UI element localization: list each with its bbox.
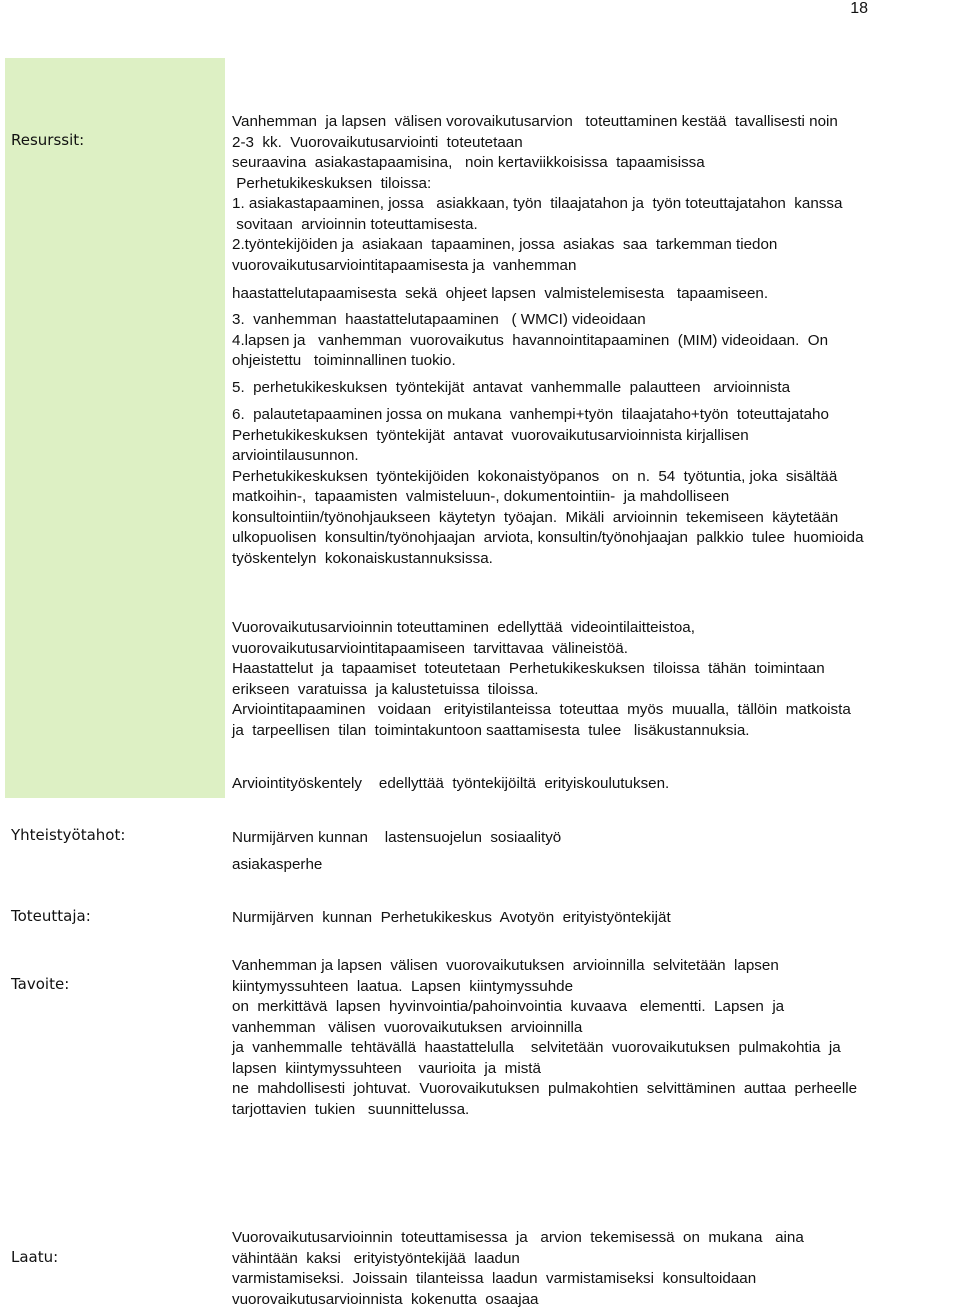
label-laatu: Laatu: <box>11 1248 59 1266</box>
resources-label-cell <box>5 58 225 798</box>
resurssit-text-steps3-4: 3. vanhemman haastattelutapaaminen ( WMCI) videoidaan 4.lapsen ja vanhemman vuorovaikutus havannointitapaaminen (MIM) videoidaan. On ohjeistettu toiminnallinen tuokio. <box>232 311 829 369</box>
laatu-text: Vuorovaikutusarvioinnin toteuttamisessa ja arvion tekemisessä on mukana aina vähintään kaksi erityistyöntekijää laadun varmistamiseksi. Joissain tilanteissa laadun varmistamiseksi konsultoidaan vuorovaikutusarvioinnista kokenutta osaajaa <box>232 1229 804 1308</box>
label-tavoite: Tavoite: <box>11 975 70 993</box>
tavoite-text: Vanhemman ja lapsen välisen vuorovaikutuksen arvioinnilla selvitetään lapsen kiintymyssuhteen laatua. Lapsen kiintymyssuhde on merkittävä lapsen hyvinvointia/pahoinvointia kuvaava elementti. Lapsen ja vanhemman välisen vuorovaikutuksen arvioinnilla ja vanhemmalle tehtävällä haastattelulla selvitetään vuorovaikutuksen pulmakohtia ja lapsen kiintymyssuhteen vaurioita ja mistä ne mahdollisesti johtuvat. Vuorovaikutuksen pulmakohtien selvittäminen auttaa perheelle tarjottavien tukien suunnittelussa. <box>232 957 858 1118</box>
yhteistyotahot-line1: Nurmijärven kunnan lastensuojelun sosiaalityö <box>232 829 562 846</box>
label-toteuttaja: Toteuttaja: <box>11 907 91 925</box>
toteuttaja-text: Nurmijärven kunnan Perhetukikeskus Avotyön erityistyöntekijät <box>232 909 671 926</box>
yhteistyotahot-line2: asiakasperhe <box>232 856 323 873</box>
resurssit-text-step5: 5. perhetukikeskuksen työntekijät antavat vanhemmalle palautteen arvioinnista <box>232 379 791 396</box>
resurssit-text-equipment: Vuorovaikutusarvioinnin toteuttaminen edellyttää videointilaitteistoa, vuorovaikutusarviointitapaamiseen tarvittavaa välineistöä. Haastattelut ja tapaamiset toteutetaan Perhetukikeskuksen tiloissa tähän toimintaan erikseen varatuissa ja kalustetuissa tiloissa. Arviointitapaaminen voidaan erityistilanteissa toteuttaa myös muualla, tällöin matkoista ja tarpeellisen tilan toimintakuntoon saattamisesta tulee lisäkustannuksia. <box>232 619 851 739</box>
page-number: 18 <box>850 0 868 17</box>
resurssit-text-intro: Vanhemman ja lapsen välisen vorovaikutusarvion toteuttaminen kestää tavallisesti noin 2-3 kk. Vuorovaikutusarviointi toteutetaan seuraavina asiakastapaamisina, noin kertaviikkoisissa tapaamisissa Perhetukikeskuksen tiloissa: 1. asiakastapaaminen, jossa asiakkaan, työn tilaajatahon ja työn toteuttajatahon kanssa sovitaan arvioinnin toteuttamisesta. 2.työntekijöiden ja asiakaan tapaaminen, jossa asiakas saa tarkemman tiedon vuorovaikutusarviointitapaamisesta ja vanhemman <box>232 113 843 274</box>
resurssit-text-training: Arviointityöskentely edellyttää työntekijöiltä erityiskoulutuksen. <box>232 775 670 792</box>
label-resurssit: Resurssit: <box>11 131 85 149</box>
resurssit-text-step6: 6. palautetapaaminen jossa on mukana vanhempi+työn tilaajataho+työn toteuttajataho Perhetukikeskuksen työntekijät antavat vuorovaikutusarvioinnista kirjallisen arviointilausunnon. Perhetukikeskuksen työntekijöiden kokonaistyöpanos on n. 54 työtuntia, joka sisältää matkoihin-, tapaamisten valmisteluun-, dokumentointiin- ja mahdolliseen konsultointiin/työnohjaukseen käytetyn työajan. Mikäli arvioinnin tekemiseen käytetään ulkopuolisen konsultin/työnohjaajan arviota, konsultin/työnohjaajan palkkio tulee huomioida työskentelyn kokonaiskustannuksissa. <box>232 406 864 567</box>
label-yhteistyotahot: Yhteistyötahot: <box>11 826 126 844</box>
resurssit-text-step2-cont: haastattelutapaamisesta sekä ohjeet lapsen valmistelemisesta tapaamiseen. <box>232 285 769 302</box>
